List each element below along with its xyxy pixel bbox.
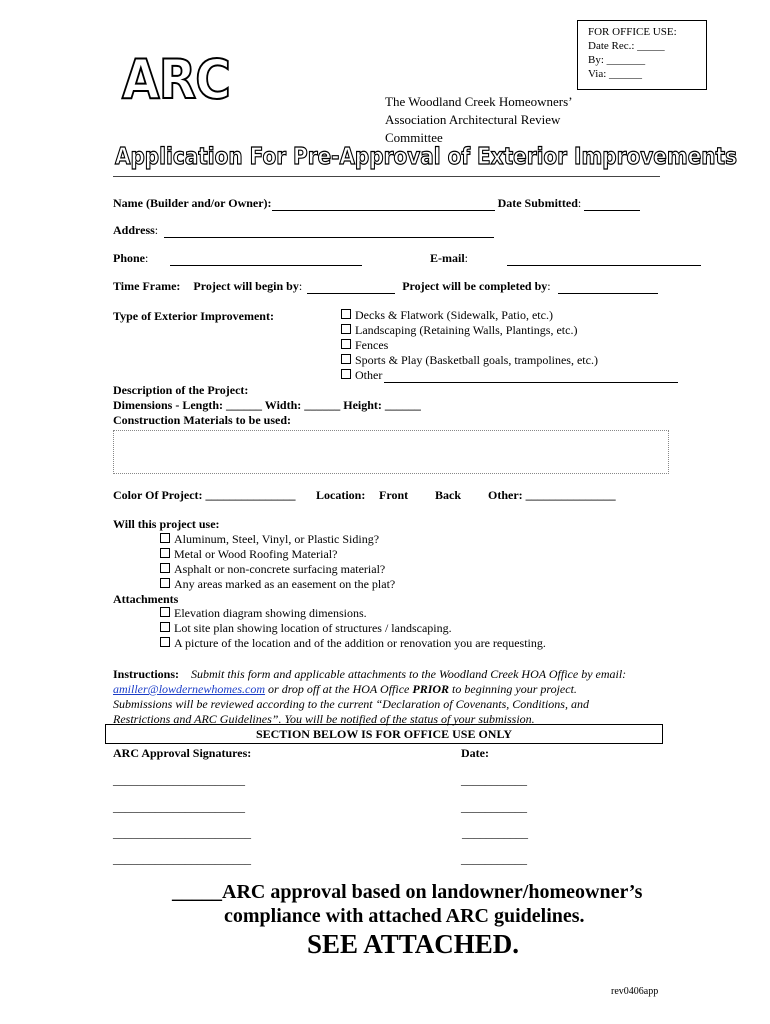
signature-line[interactable]: _______________________ <box>113 826 251 840</box>
instructions-line-2a: or drop off at the HOA Office <box>265 682 413 696</box>
office-only-bar: SECTION BELOW IS FOR OFFICE USE ONLY <box>105 724 663 744</box>
project-use-heading: Will this project use: <box>113 517 220 531</box>
signatures-label: ARC Approval Signatures: <box>113 746 252 760</box>
signature-date-label: Date: <box>461 746 489 760</box>
instructions-line-2b: to beginning your project. <box>449 682 577 696</box>
date-submitted-label: Date Submitted <box>497 196 578 210</box>
revision-code: rev0406app <box>611 986 659 997</box>
complete-date-field[interactable] <box>558 281 658 294</box>
see-attached: SEE ATTACHED. <box>307 929 520 959</box>
attachments-heading: Attachments <box>113 592 179 606</box>
form-title: Application For Pre-Approval of Exterior Improvements <box>115 144 738 170</box>
attachments-list <box>160 606 546 651</box>
option-label: Landscaping (Retaining Walls, Plantings, etc.) <box>355 323 578 337</box>
address-label: Address <box>113 223 155 237</box>
office-via: Via: ______ <box>588 68 643 80</box>
signature-date-line[interactable]: ___________ <box>461 773 527 787</box>
checkbox[interactable] <box>160 622 170 632</box>
checkbox[interactable] <box>341 369 351 379</box>
address-field[interactable] <box>164 225 494 238</box>
project-use-item[interactable] <box>160 532 395 547</box>
phone-field[interactable] <box>170 253 362 266</box>
instructions-line-3: Submissions will be reviewed according to the current “Declaration of Covenants, Conditions, and <box>113 697 589 711</box>
signature-line[interactable]: _______________________ <box>113 852 251 866</box>
prior-text: PRIOR <box>412 682 450 696</box>
option-label: Sports & Play (Basketball goals, trampolines, etc.) <box>355 353 598 367</box>
location-back[interactable]: Back <box>435 488 462 502</box>
color-field[interactable]: Color Of Project: _______________ <box>113 488 296 502</box>
signature-date-line[interactable]: ___________ <box>462 826 528 840</box>
project-use-list <box>160 532 395 592</box>
association-line-1: The Woodland Creek Homeowners’ <box>385 94 573 109</box>
address-colon: : <box>154 223 159 237</box>
item-label: Aluminum, Steel, Vinyl, or Plastic Siding? <box>174 532 380 546</box>
attachment-item[interactable] <box>160 636 546 651</box>
improvement-option[interactable] <box>341 338 678 353</box>
materials-label: Construction Materials to be used: <box>113 413 291 427</box>
item-label: Lot site plan showing location of structures / landscaping. <box>174 621 452 635</box>
checkbox[interactable] <box>160 533 170 543</box>
item-label: Asphalt or non-concrete surfacing material? <box>174 562 386 576</box>
checkbox[interactable] <box>160 578 170 588</box>
name-field[interactable] <box>272 198 495 211</box>
item-label: Any areas marked as an easement on the plat? <box>174 577 396 591</box>
phone-label-group <box>113 251 148 266</box>
location-front[interactable]: Front <box>379 488 409 502</box>
association-line-3: Committee <box>385 130 443 145</box>
begin-label: Project will begin by <box>193 279 299 293</box>
phone-label: Phone <box>113 251 146 265</box>
location-label: Location: <box>316 488 366 502</box>
office-use-title: FOR OFFICE USE: <box>588 26 677 38</box>
item-label: Elevation diagram showing dimensions. <box>174 606 367 620</box>
improvement-label: Type of Exterior Improvement: <box>113 309 274 323</box>
arc-logo: ARC <box>122 48 231 111</box>
option-label: Other <box>355 368 383 382</box>
email-label: E-mail <box>430 251 465 265</box>
project-use-item[interactable] <box>160 577 395 592</box>
begin-colon: : <box>298 279 303 293</box>
signature-line[interactable]: ______________________ <box>113 773 245 787</box>
checkbox[interactable] <box>160 607 170 617</box>
improvement-option[interactable] <box>341 323 678 338</box>
title-divider <box>113 176 660 177</box>
office-date-rec: Date Rec.: _____ <box>588 40 665 52</box>
project-use-item[interactable] <box>160 547 395 562</box>
project-use-item[interactable] <box>160 562 395 577</box>
instructions <box>113 667 626 727</box>
email-field[interactable] <box>507 253 701 266</box>
signature-date-line[interactable]: ___________ <box>461 800 527 814</box>
improvement-option[interactable] <box>341 308 678 323</box>
name-row <box>113 196 640 211</box>
checkbox[interactable] <box>341 339 351 349</box>
item-label: Metal or Wood Roofing Material? <box>174 547 338 561</box>
association-line-2: Association Architectural Review <box>385 112 561 127</box>
phone-row <box>170 251 362 266</box>
option-label: Fences <box>355 338 389 352</box>
address-row <box>113 223 494 238</box>
dimensions-row: Dimensions - Length: ______ Width: ______ Height: ______ <box>113 398 421 412</box>
location-other-field[interactable]: Other: _______________ <box>488 488 616 502</box>
improvement-options <box>341 308 678 383</box>
office-use-box <box>577 20 707 90</box>
attachment-item[interactable] <box>160 606 546 621</box>
signature-date-line[interactable]: ___________ <box>461 852 527 866</box>
email-colon: : <box>464 251 469 265</box>
checkbox[interactable] <box>160 637 170 647</box>
description-heading: Description of the Project: <box>113 383 249 397</box>
checkbox[interactable] <box>341 309 351 319</box>
name-label: Name (Builder and/or Owner): <box>113 196 272 210</box>
checkbox[interactable] <box>160 563 170 573</box>
checkbox[interactable] <box>341 354 351 364</box>
association-name <box>385 93 573 147</box>
improvement-option[interactable] <box>341 368 678 383</box>
checkbox[interactable] <box>341 324 351 334</box>
date-submitted-field[interactable] <box>584 198 640 211</box>
item-label: A picture of the location and of the addition or renovation you are requesting. <box>174 636 546 650</box>
begin-date-field[interactable] <box>307 281 395 294</box>
checkbox[interactable] <box>160 548 170 558</box>
date-submitted-colon: : <box>577 196 582 210</box>
complete-colon: : <box>547 279 551 293</box>
email-link[interactable]: amiller@lowdernewhomes.com <box>113 682 266 696</box>
instructions-line-1: Submit this form and applicable attachments to the Woodland Creek HOA Office by email: <box>191 667 627 681</box>
office-by: By: _______ <box>588 54 646 66</box>
complete-label: Project will be completed by <box>402 279 548 293</box>
description-section <box>113 383 421 428</box>
phone-colon: : <box>145 251 149 265</box>
time-frame-row <box>113 279 658 294</box>
option-label: Decks & Flatwork (Sidewalk, Patio, etc.) <box>355 308 553 322</box>
other-field[interactable] <box>384 371 678 383</box>
description-text-area[interactable] <box>113 430 669 474</box>
time-frame-label: Time Frame: <box>113 279 181 293</box>
attachment-item[interactable] <box>160 621 546 636</box>
email-row <box>430 251 701 266</box>
approval-statement-line-1: _____ARC approval based on landowner/homeowner’s <box>172 881 643 903</box>
instructions-line-4: Restrictions and ARC Guidelines”. You will be notified of the status of your submission. <box>113 712 535 726</box>
signature-line[interactable]: ______________________ <box>113 800 245 814</box>
approval-statement-line-2: compliance with attached ARC guidelines. <box>224 905 585 927</box>
improvement-option[interactable] <box>341 353 678 368</box>
instructions-label: Instructions: <box>113 667 180 681</box>
